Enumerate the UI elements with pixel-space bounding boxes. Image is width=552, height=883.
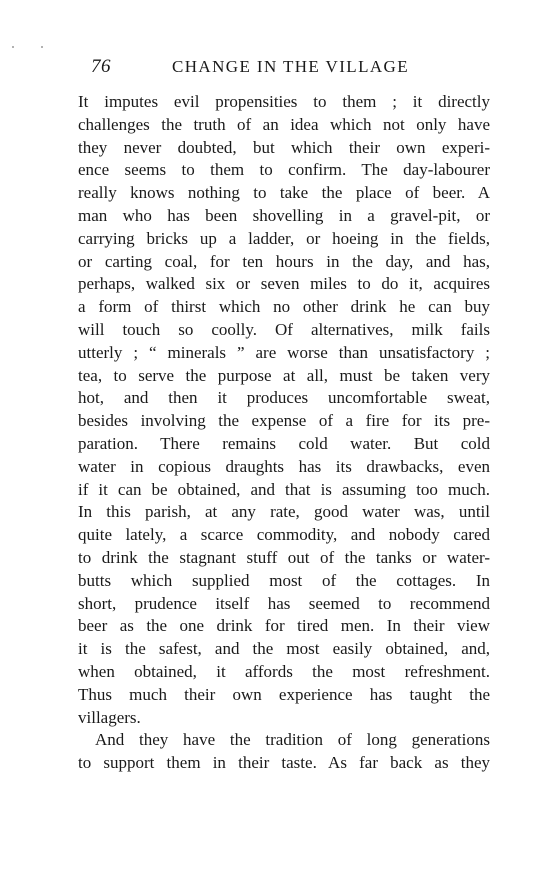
text-line: In this parish, at any rate, good water was, until: [78, 502, 490, 522]
text-line: when obtained, it affords the most refreshment.: [78, 661, 490, 681]
text-line: water in copious draughts has its drawbacks, even: [78, 456, 490, 476]
text-line: short, prudence itself has seemed to recommend: [78, 593, 490, 613]
text-line: hot, and then it produces uncomfortable sweat,: [78, 388, 490, 408]
page-header: [91, 56, 421, 80]
text-line: really knows nothing to take the place of beer. A: [78, 183, 490, 203]
text-line: perhaps, walked six or seven miles to do it, acquires: [78, 274, 490, 294]
paper-speck: [41, 46, 43, 48]
text-line: to support them in their taste. As far back as they: [78, 753, 490, 773]
text-line: And they have the tradition of long generations: [95, 730, 490, 750]
text-line: quite lately, a scarce commodity, and nobody cared: [78, 525, 490, 545]
text-line: challenges the truth of an idea which not only have: [78, 114, 490, 134]
text-line: besides involving the expense of a fire for its pre-: [78, 411, 490, 431]
text-line: man who has been shovelling in a gravel-pit, or: [78, 205, 490, 225]
running-head: CHANGE IN THE VILLAGE: [172, 57, 409, 76]
page-number: 76: [91, 56, 111, 77]
text-line: will touch so coolly. Of alternatives, milk fails: [78, 319, 490, 339]
text-line: if it can be obtained, and that is assuming too much.: [78, 479, 490, 499]
text-line: ence seems to them to confirm. The day-labourer: [78, 160, 490, 180]
text-line: a form of thirst which no other drink he can buy: [78, 297, 490, 317]
text-line: it is the safest, and the most easily obtained, and,: [78, 639, 490, 659]
text-line: they never doubted, but which their own experi-: [78, 137, 490, 157]
text-line: butts which supplied most of the cottages. In: [78, 570, 490, 590]
text-line: tea, to serve the purpose at all, must be taken very: [78, 365, 490, 385]
text-line: villagers.: [78, 707, 141, 727]
text-line: to drink the stagnant stuff out of the tanks or water-: [78, 547, 490, 567]
text-line: It imputes evil propensities to them ; it directly: [78, 92, 490, 111]
paragraph: [78, 91, 490, 729]
text-line: beer as the one drink for tired men. In their view: [78, 616, 490, 636]
paragraph: [78, 729, 490, 775]
text-line: utterly ; “ minerals ” are worse than unsatisfactory ;: [78, 342, 490, 362]
text-line: carrying bricks up a ladder, or hoeing in the fields,: [78, 228, 490, 248]
paper-speck: [12, 46, 14, 48]
text-line: paration. There remains cold water. But cold: [78, 433, 490, 453]
text-line: or carting coal, for ten hours in the day, and has,: [78, 251, 490, 271]
body-text: [78, 91, 490, 775]
text-line: Thus much their own experience has taught the: [78, 684, 490, 704]
